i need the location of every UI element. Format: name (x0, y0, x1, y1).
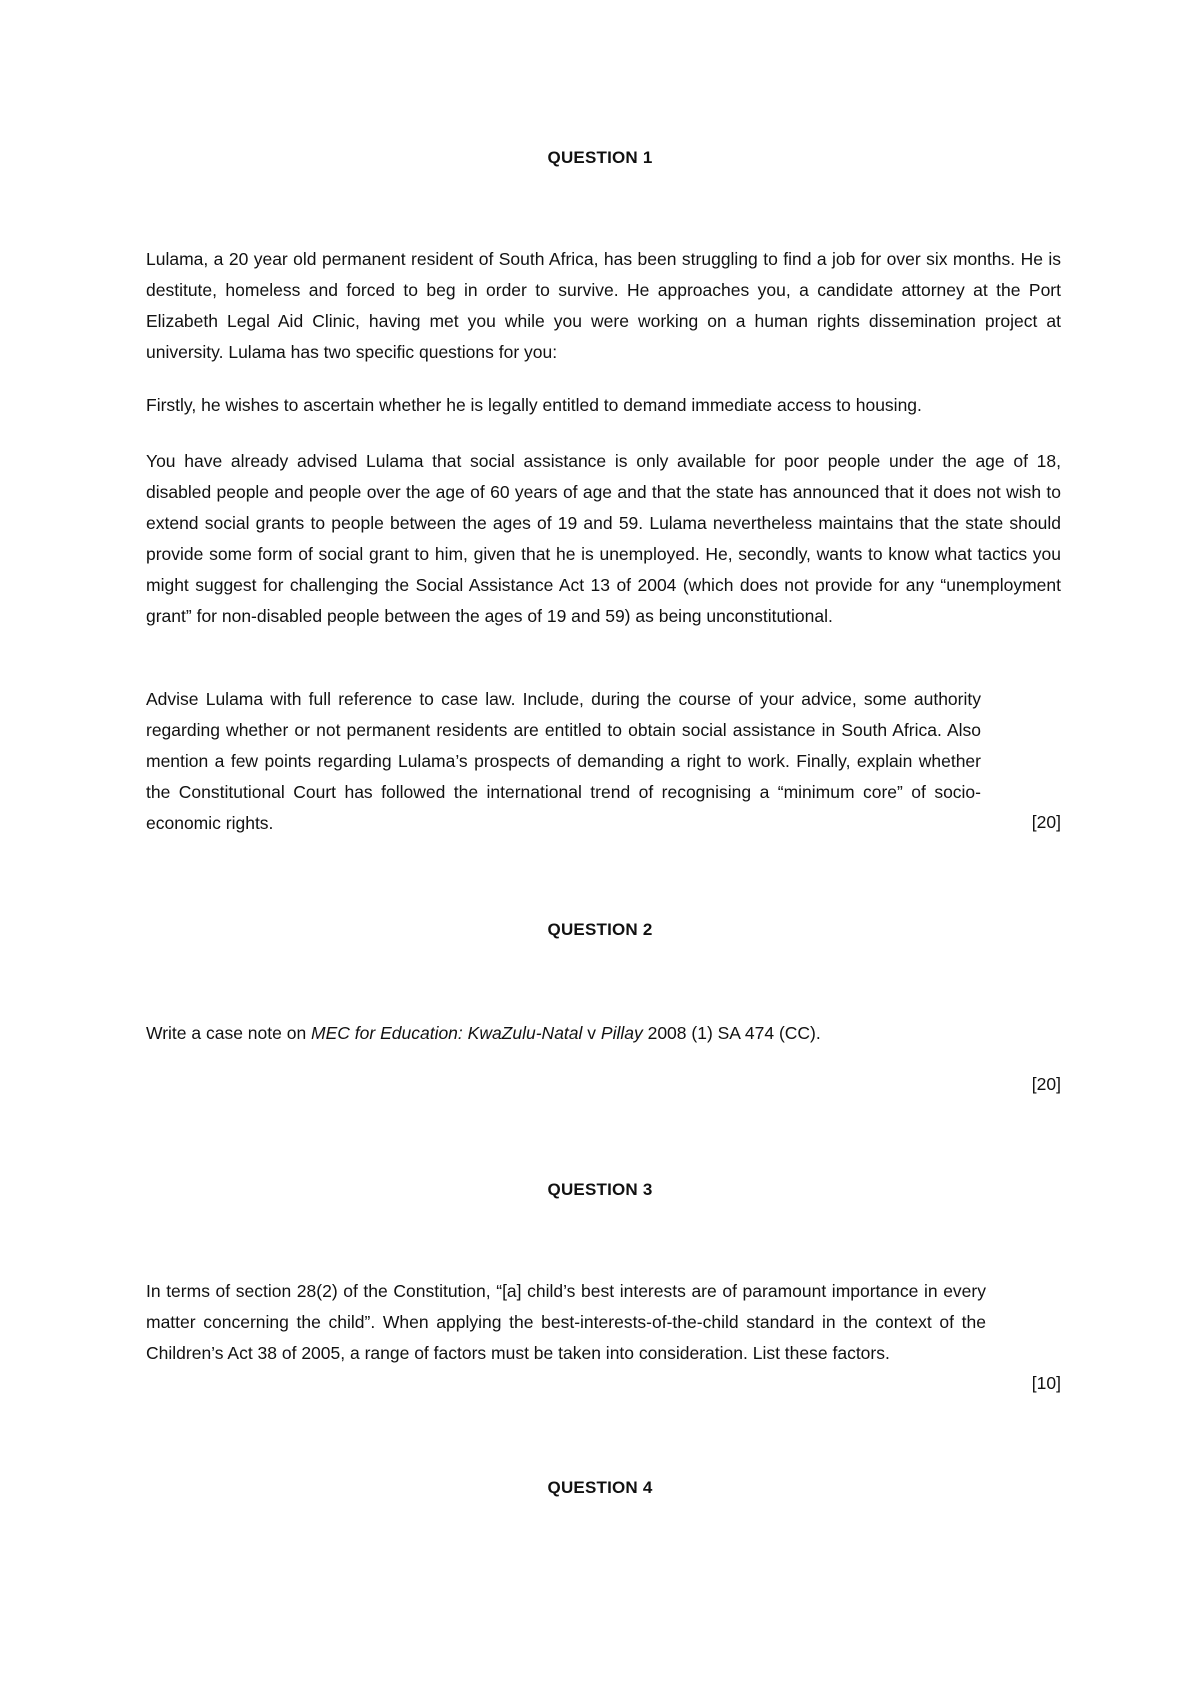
question-3-mark: [10] (1031, 1373, 1061, 1393)
question-2-heading: QUESTION 2 (547, 920, 653, 939)
case-name-part-1: MEC for Education: KwaZulu-Natal (311, 1023, 583, 1043)
question-1-paragraph-1: Lulama, a 20 year old permanent resident of South Africa, has been struggling to find a job for over six months. He is destitute, homeless and forced to beg in order to survive. He approaches you, a candidate attorney at the Port Elizabeth Legal Aid Clinic, having met you while you were working on a human rights dissemination project at university. Lulama has two specific questions for you: (146, 249, 1061, 362)
question-2-mark: [20] (1031, 1074, 1061, 1094)
question-4-heading: QUESTION 4 (547, 1478, 653, 1497)
case-citation: 2008 (1) SA 474 (CC). (642, 1023, 821, 1043)
question-1-mark: [20] (1031, 812, 1061, 832)
question-1-paragraph-3: You have already advised Lulama that social assistance is only available for poor people under the age of 18, disabled people and people over the age of 60 years of age and that the state has announced that it does not wish to extend social grants to people between the ages of 19 and 59. Lulama nevertheless maintains that the state should provide some form of social grant to him, given that he is unemployed. He, secondly, wants to know what tactics you might suggest for challenging the Social Assistance Act 13 of 2004 (which does not provide for any “unemployment grant” for non-disabled people between the ages of 19 and 59) as being unconstitutional. (146, 451, 1061, 626)
question-2-prefix: Write a case note on (146, 1023, 312, 1043)
question-1-heading: QUESTION 1 (547, 148, 653, 167)
question-1-paragraph-2: Firstly, he wishes to ascertain whether he is legally entitled to demand immediate access to housing. (146, 395, 922, 415)
case-name-part-2: Pillay (600, 1023, 643, 1043)
question-2-paragraph (146, 1018, 1061, 1049)
case-versus: v (582, 1023, 601, 1043)
question-1-paragraph-4: Advise Lulama with full reference to case law. Include, during the course of your advice, some authority regarding whether or not permanent residents are entitled to obtain social assistance in South Africa. Also mention a few points regarding Lulama’s prospects of demanding a right to work. Finally, explain whether the Constitutional Court has followed the international trend of recognising a “minimum core” of socio-economic rights. (146, 689, 981, 833)
question-3-paragraph: In terms of section 28(2) of the Constitution, “[a] child’s best interests are of paramount importance in every matter concerning the child”. When applying the best-interests-of-the-child standard in the context of the Children’s Act 38 of 2005, a range of factors must be taken into consideration. List these factors. (146, 1281, 986, 1363)
question-3-heading: QUESTION 3 (547, 1180, 653, 1199)
